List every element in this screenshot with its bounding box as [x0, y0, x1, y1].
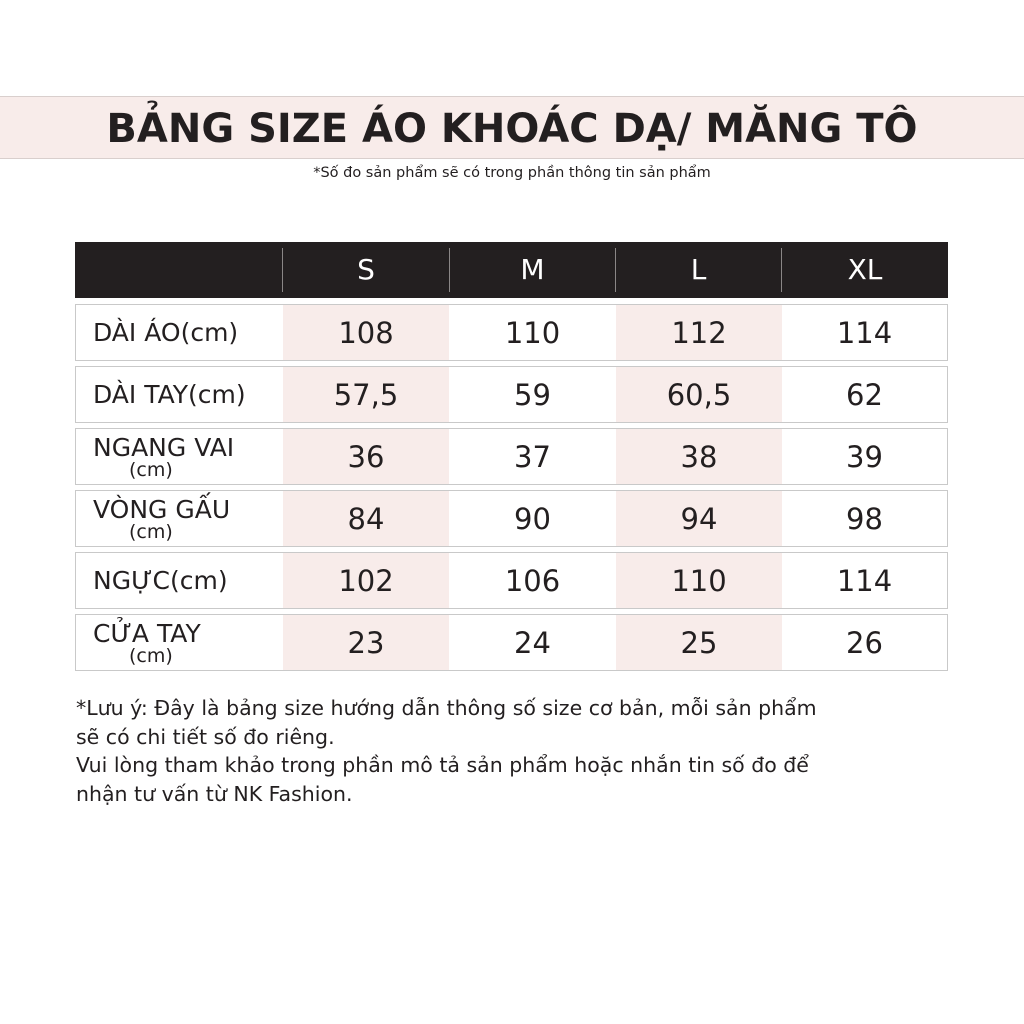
- header-cell-empty: [75, 242, 282, 298]
- value-cell-l: 60,5: [666, 377, 732, 412]
- row-label-text: NGỰC(cm): [93, 566, 228, 595]
- value-cell-s: 84: [347, 501, 385, 536]
- value-cell-xl: 39: [846, 439, 883, 474]
- table-row: [75, 304, 948, 361]
- page-subtitle: *Số đo sản phẩm sẽ có trong phần thông tin sản phẩm: [313, 165, 711, 181]
- value-cell-s: 57,5: [333, 377, 399, 412]
- row-label: [76, 305, 281, 360]
- value-cell-xl: 114: [836, 315, 893, 350]
- value-cell-m: 106: [504, 563, 561, 598]
- row-label-text: VÒNG GẤU: [93, 495, 231, 524]
- row-label-unit: (cm): [129, 521, 173, 543]
- row-label-text: DÀI ÁO(cm): [93, 318, 239, 347]
- row-label-text: NGANG VAI: [93, 433, 235, 462]
- row-label-text: DÀI TAY(cm): [93, 380, 246, 409]
- value-cell-s: 108: [338, 315, 394, 350]
- value-cell-xl: 98: [846, 501, 883, 536]
- value-cell-m: 90: [514, 501, 551, 536]
- value-cell-xl: 26: [846, 625, 883, 660]
- value-cell-l: 110: [671, 563, 727, 598]
- value-cell-l: 25: [680, 625, 718, 660]
- value-cell-l: 112: [671, 315, 727, 350]
- header-cell-m: M: [520, 253, 545, 286]
- table-row: [75, 490, 948, 547]
- value-cell-xl: 62: [846, 377, 883, 412]
- footnote-line: sẽ có chi tiết số đo riêng.: [76, 724, 335, 749]
- table-row: [75, 614, 948, 671]
- header-cell-xl: XL: [847, 253, 883, 286]
- value-cell-l: 94: [680, 501, 718, 536]
- table-row: [75, 552, 948, 609]
- value-cell-m: 24: [514, 625, 551, 660]
- footnote-line: nhận tư vấn từ NK Fashion.: [76, 781, 353, 806]
- table-header: [75, 242, 948, 298]
- value-cell-m: 59: [514, 377, 551, 412]
- row-label: [76, 429, 281, 484]
- value-cell-m: 110: [504, 315, 561, 350]
- row-label: [76, 615, 281, 670]
- row-label-unit: (cm): [129, 645, 173, 667]
- row-label: [76, 491, 281, 546]
- row-label-unit: (cm): [129, 459, 173, 481]
- footnote: [76, 694, 956, 808]
- page-title: BẢNG SIZE ÁO KHOÁC DẠ/ MĂNG TÔ: [106, 106, 918, 152]
- header-cell-s: S: [357, 253, 375, 286]
- value-cell-l: 38: [680, 439, 718, 474]
- row-label-text: CỬA TAY: [93, 619, 201, 648]
- table-row: [75, 366, 948, 423]
- value-cell-m: 37: [514, 439, 551, 474]
- row-label: [76, 553, 281, 608]
- footnote-line: Vui lòng tham khảo trong phần mô tả sản phẩm hoặc nhắn tin số đo để: [76, 753, 809, 777]
- value-cell-xl: 114: [836, 563, 893, 598]
- value-cell-s: 36: [347, 439, 385, 474]
- row-label: [76, 367, 281, 422]
- footnote-line: *Lưu ý: Đây là bảng size hướng dẫn thông số size cơ bản, mỗi sản phẩm: [76, 696, 817, 720]
- value-cell-s: 102: [338, 563, 394, 598]
- value-cell-s: 23: [347, 625, 385, 660]
- header-cell-l: L: [690, 253, 707, 286]
- table-row: [75, 428, 948, 485]
